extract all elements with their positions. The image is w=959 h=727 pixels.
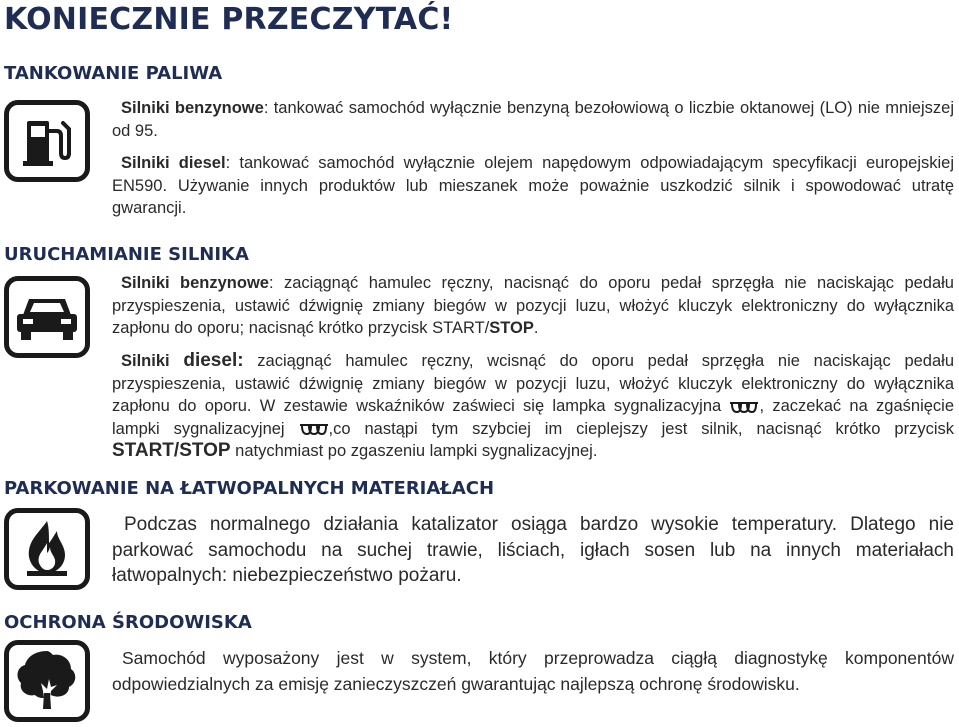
- start-diesel-label-2: diesel:: [183, 350, 244, 371]
- start-diesel-label-1: Silniki: [121, 352, 184, 370]
- fuel-pump-icon: [4, 100, 90, 182]
- section-heading-start: URUCHAMIANIE SILNIKA: [4, 244, 249, 265]
- start-petrol-text: : zaciągnąć hamulec ręczny, nacisnąć do oporu pedał sprzęgła nie naciskając pedału przyspieszenia, ustawić dźwignię zmiany biegów w pozycji luzu, włożyć kluczyk elektroniczny do wyłącznika zapłonu do oporu; nacisnąć krótko przycisk START/: [112, 274, 954, 338]
- fuel-diesel-label: Silniki diesel: [121, 154, 226, 172]
- flame-icon: [4, 508, 90, 590]
- start-petrol-end: .: [533, 319, 539, 338]
- fuel-petrol-paragraph: [112, 97, 954, 142]
- glow-plug-icon: [729, 400, 759, 414]
- environment-paragraph: [112, 646, 954, 697]
- start-petrol-stop: STOP: [489, 319, 534, 338]
- start-diesel-text-4: natychmiast po zgaszeniu lampki sygnalizacyjnej.: [230, 442, 598, 461]
- start-diesel-text-3: ,co nastąpi tym szybciej im cieplejszy jest silnik, nacisnąć krótko przycisk: [328, 419, 954, 438]
- glow-plug-icon: [299, 422, 329, 436]
- car-icon: [4, 276, 90, 358]
- section-heading-fuel: TANKOWANIE PALIWA: [4, 63, 223, 84]
- section-heading-environment: OCHRONA ŚRODOWISKA: [4, 612, 252, 633]
- start-diesel-text-1: zaciągnąć hamulec ręczny, wcisnąć do oporu pedał sprzęgła nie naciskając pedału przyspieszenia, ustawić dźwignię zmiany biegów w pozycji luzu, włożyć kluczyk elektroniczny do wyłącznika zapłonu do oporu. W zestawie wskaźników zaświeci się lampka sygnalizacyjna: [112, 352, 954, 416]
- tree-icon: [4, 640, 90, 722]
- parking-paragraph: [112, 512, 954, 589]
- parking-text: Podczas normalnego działania katalizator osiąga bardzo wysokie temperatury. Dlatego nie parkować samochodu na suchej trawie, liściach, igłach sosen lub na innych materiałach łatwopalnych: niebezpieczeństwo pożaru.: [112, 514, 954, 586]
- page-title: KONIECZNIE PRZECZYTAĆ!: [4, 2, 454, 37]
- fuel-petrol-label: Silniki benzynowe: [121, 99, 264, 117]
- start-diesel-start-stop: START/STOP: [112, 440, 231, 462]
- section-heading-parking: PARKOWANIE NA ŁATWOPALNYCH MATERIAŁACH: [4, 478, 495, 499]
- environment-text: Samochód wyposażony jest w system, który przeprowadza ciągłą diagnostykę komponentów odpowiedzialnych za emisję zanieczyszczeń gwarantując najlepszą ochronę środowisku.: [112, 648, 954, 694]
- start-petrol-paragraph: [112, 272, 954, 340]
- fuel-petrol-text: : tankować samochód wyłącznie benzyną bezołowiową o liczbie oktanowej (LO) nie mniejszej od 95.: [112, 99, 954, 140]
- start-diesel-text-2: , zaczekać na zgaśnięcie lampki sygnalizacyjnej: [112, 397, 955, 438]
- fuel-diesel-text: : tankować samochód wyłącznie olejem napędowym odpowiadającym specyfikacji europejskiej EN590. Używanie innych produktów lub mieszanek może poważnie uszkodzić silnik i spowodować utratę gwarancji.: [112, 154, 954, 218]
- start-petrol-label: Silniki benzynowe: [121, 274, 269, 292]
- start-diesel-paragraph: [112, 350, 954, 463]
- fuel-diesel-paragraph: [112, 152, 954, 220]
